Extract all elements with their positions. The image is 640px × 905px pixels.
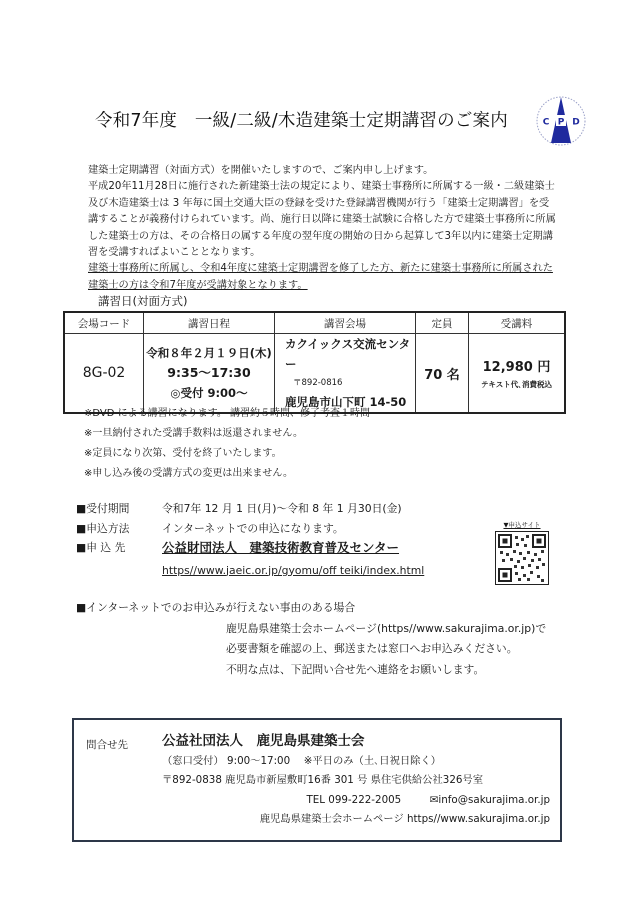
contact-label: 問合せ先 [86,739,128,751]
schedule-time: 9:35～17:30 [167,365,251,380]
venue-code: 8G-02 [64,334,144,414]
intro-underlined: 建築士事務所に所属し、令和4年度に建築士定期講習を修了した方、新たに建築士事務所に所属された建築士の方は令和7年度が受講対象となります。 [88,263,553,291]
fee-cell [469,334,566,414]
intro-line: 平成20年11月28日に施行された新建築士法の規定により、建築士事務所に所属する一級・二級建築士及び木造建築士は 3 年毎に国土交通大臣の登録を受けた登録講習機関が行う「建築士定期講習」を受講することが義務付けられています。尚、施行日以降に建築士試験に合格した方で建築士事務所に所属した建築士の方は、その合格日の属する年度の翌年度の開始の日から起算して3年以内に建築士定期講習を受講すればよいこととなります。 [88,181,556,259]
alternative-line: 鹿児島県建築士会ホームページ(https//www.sakurajima.or.jp)で [226,621,547,635]
alternative-application [76,598,546,680]
contact-box [72,718,562,842]
contact-homepage-link[interactable]: 鹿児島県建築士会ホームページ https//www.sakurajima.or.jp [259,813,550,825]
intro-line: 建築士定期講習（対面方式）を開催いたしますので、ご案内申し上げます。 [88,165,434,176]
venue-address: 鹿児島市山下町 14-50 [285,395,407,409]
intro-text [88,163,558,294]
method-value: インターネットでの申込になります。 [162,521,344,535]
table-header-row [64,312,565,334]
svg-text:P: P [557,117,565,128]
note-item: ※DVD による講習になります。 講習約５時間、修了考査１時間 [84,408,371,419]
svg-text:C: C [542,117,550,128]
period-value: 令和7年 12 月 1 日(月)～令和 8 年 1 月30日(金) [162,502,402,515]
column-header: 定員 [416,312,469,334]
column-header: 会場コード [64,312,144,334]
contact-tel: TEL 099-222-2005 [306,793,402,806]
contact-org: 公益社団法人 鹿児島県建築士会 [162,733,365,749]
column-header: 講習会場 [275,312,416,334]
table-row [64,334,565,414]
alternative-line: 必要書類を確認の上、郵送または窓口へお申込みください。 [226,642,518,655]
note-item: ※一旦納付された受講手数料は返還されません。 [84,428,303,439]
cpd-logo-icon [533,93,589,149]
destination-url-link[interactable]: https//www.jaeic.or.jp/gyomu/off teiki/index.html [162,563,425,577]
fee-note: テキスト代､消費税込 [480,379,553,389]
schedule-reception: ◎受付 9:00～ [170,386,248,400]
schedule-section-label: 講習日(対面方式) [98,294,188,308]
column-header: 講習日程 [144,312,275,334]
application-info [76,499,424,580]
notes-list [84,404,370,484]
contact-email-link[interactable]: ✉info@sakurajima.or.jp [429,793,550,806]
capacity: 70 名 [416,334,469,414]
fee-amount: 12,980 円 [482,359,551,375]
qr-label: ▼申込サイト [503,521,541,529]
qr-code-icon[interactable] [495,531,549,585]
method-label: ■申込方法 [76,521,130,535]
destination-org-link[interactable]: 公益財団法人 建築技術教育普及センター [162,540,400,555]
note-item: ※定員になり次第、受付を終了いたします。 [84,448,282,459]
qr-block [495,520,549,585]
period-label: ■受付期間 [76,502,130,515]
destination-label: ■申 込 先 [76,541,126,554]
contact-address: 〒892-0838 鹿児島市新屋敷町16番 301 号 県住宅供給公社326号室 [162,774,484,786]
schedule-table [63,311,566,414]
page-title: 令和7年度 一級/二級/木造建築士定期講習のご案内 [95,111,508,131]
venue-zip: 〒892-0816 [293,378,343,388]
column-header: 受講料 [469,312,566,334]
alternative-line: 不明な点は、下記問い合せ先へ連絡をお願いします。 [226,662,485,676]
svg-text:D: D [572,117,580,128]
schedule-date: 令和８年２月１９日(木) [146,346,272,360]
contact-hours: （窓口受付） 9:00～17:00 ※平日のみ（土､日祝日除く） [162,754,442,767]
note-item: ※申し込み後の受講方式の変更は出来ません。 [84,468,293,479]
schedule-cell [144,334,275,414]
venue-cell [275,334,416,414]
alternative-heading: ■インターネットでのお申込みが行えない事由のある場合 [76,601,356,614]
venue-name: カクイックス交流センター [285,337,411,371]
